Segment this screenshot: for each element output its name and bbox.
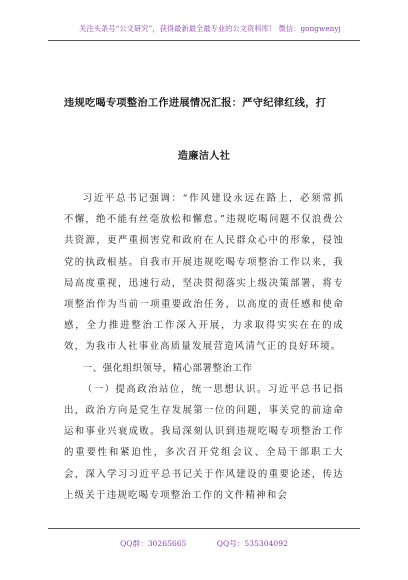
header-banner: 关注头条号“公文研究”，获得最新最全最专业的公文资料库！ 微信：gongwenyj <box>79 24 341 33</box>
section-heading-1: 一、强化组织领导，精心部署整治工作 <box>82 362 253 374</box>
header-divider <box>48 40 360 41</box>
footer-divider <box>48 528 360 529</box>
body-paragraph-intro: 习近平总书记强调：“作风建设永远在路上，必须常抓不懈，绝不能有丝毫放松和懈怠。”违规吃喝问题不仅浪费公共资源，更严重损害党和政府在人民群众心中的形象，侵蚀党的执政根基。自我市开展违规吃喝专项整治工作以来，我局高度重视，迅速行动，坚决贯彻落实上级决策部署，将专项整治作为当前一项重要政治任务，以高度的责任感和使命感，全力推进整治工作深入开展，力求取得实实在在的成效，为我市人社事业高质量发展营造风清气正的良好环境。 <box>64 193 344 353</box>
footer-contact <box>0 538 408 549</box>
document-title-line-1: 违规吃喝专项整治工作进展情况汇报：严守纪律红线，打 <box>64 97 327 109</box>
document-title-line-2: 造廉洁人社 <box>177 150 231 162</box>
footer-qq-number: QQ号：535304092 <box>216 539 288 548</box>
footer-qq-group: QQ群：30265665 <box>120 539 187 548</box>
document-body <box>64 188 344 506</box>
body-paragraph-1-1: （一）提高政治站位，统一思想认识。习近平总书记指出，政治方向是党生存发展第一位的问题，事关党的前途命运和事业兴衰成败。我局深刻认识到违规吃喝专项整治工作的重要性和紧迫性，多次召开党组会议、全局干部职工大会，深入学习习近平总书记关于作风建设的重要论述，传达上级关于违规吃喝专项整治工作的文件精神和会 <box>64 383 344 501</box>
